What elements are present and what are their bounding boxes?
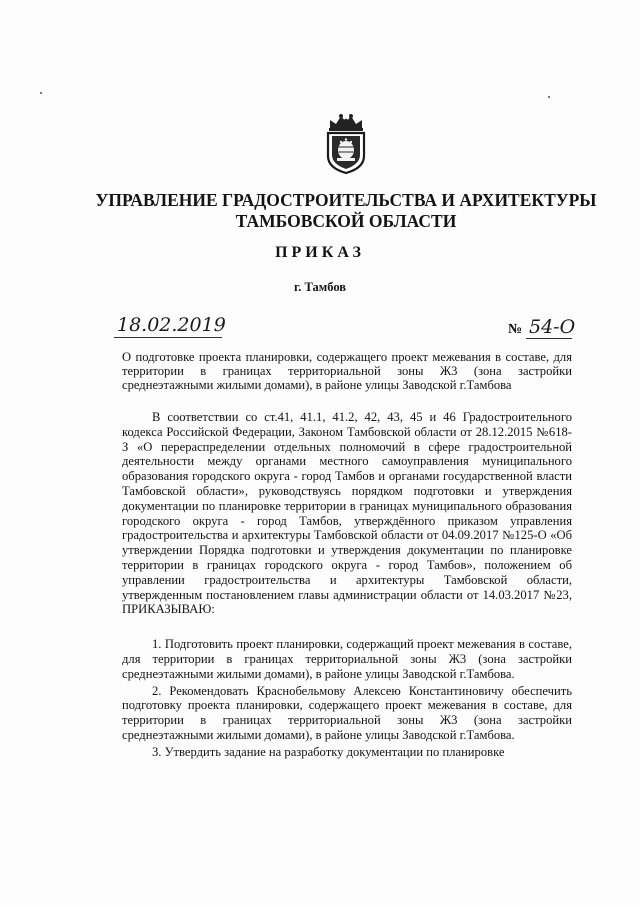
issue-city: г. Тамбов [293,280,347,294]
date-underline [114,337,222,338]
organization-name: УПРАВЛЕНИЕ ГРАДОСТРОИТЕЛЬСТВА И АРХИТЕКТУРЫ ТАМБОВСКОЙ ОБЛАСТИ [95,190,597,231]
number-sign: № [508,322,523,337]
preamble-paragraph: В соответствии со ст.41, 41.1, 41.2, 42, 43, 45 и 46 Градостроительного кодекса Российской Федерации, Законом Тамбовской области от 28.12.2015 №618-З «О перераспределении отдельных полномочий в сфере градостроительной деятельности между органами местного самоуправления муниципального образования городского округа - город Тамбов и органами государственной власти Тамбовской области», руководствуясь порядком подготовки и утверждения документации по планировке территории в границах муниципального образования городского округа - город Тамбов, утверждённого приказом управления градостроительства и архитектуры Тамбовской области от 04.09.2017 №125-О «Об утверждении Порядка подготовки и утверждения документации по планировке территории в границах городского округа - город Тамбов», положением об управлении градостроительства и архитектуры Тамбовской области, утвержденным постановлением главы администрации области от 14.03.2017 №23, ПРИКАЗЫВАЮ: [122,410,572,617]
scan-speck [40,92,42,94]
order-item-2: 2. Рекомендовать Краснобельмову Алексею Константиновичу обеспечить подготовку проекта планировки, содержащего проект межевания в составе, для территории в границах территориальной зоны Ж3 (зона застройки среднеэтажными жилыми домами), в районе улицы Заводской г.Тамбова. [122,683,572,742]
scan-speck [548,96,550,98]
order-item-1: 1. Подготовить проект планировки, содержащий проект межевания в составе, для территории в границах территориальной зоны Ж3 (зона застройки среднеэтажными жилыми домами), в районе улицы Заводской г.Тамбова. [122,637,572,681]
order-subject: О подготовке проекта планировки, содержащего проект межевания в составе, для территории в границах территориальной зоны Ж3 (зона застройки среднеэтажными жилыми домами), в районе улицы Заводской г.Тамбова [122,350,572,392]
order-date: 18.02.2019 [117,314,226,336]
document-type-title: ПРИКАЗ [275,244,365,261]
order-item-3: 3. Утвердить задание на разработку документации по планировке [152,744,505,759]
tambov-coat-of-arms-icon [322,112,370,174]
number-underline [526,338,572,339]
order-body [122,410,572,762]
order-number: 54-О [529,316,576,338]
